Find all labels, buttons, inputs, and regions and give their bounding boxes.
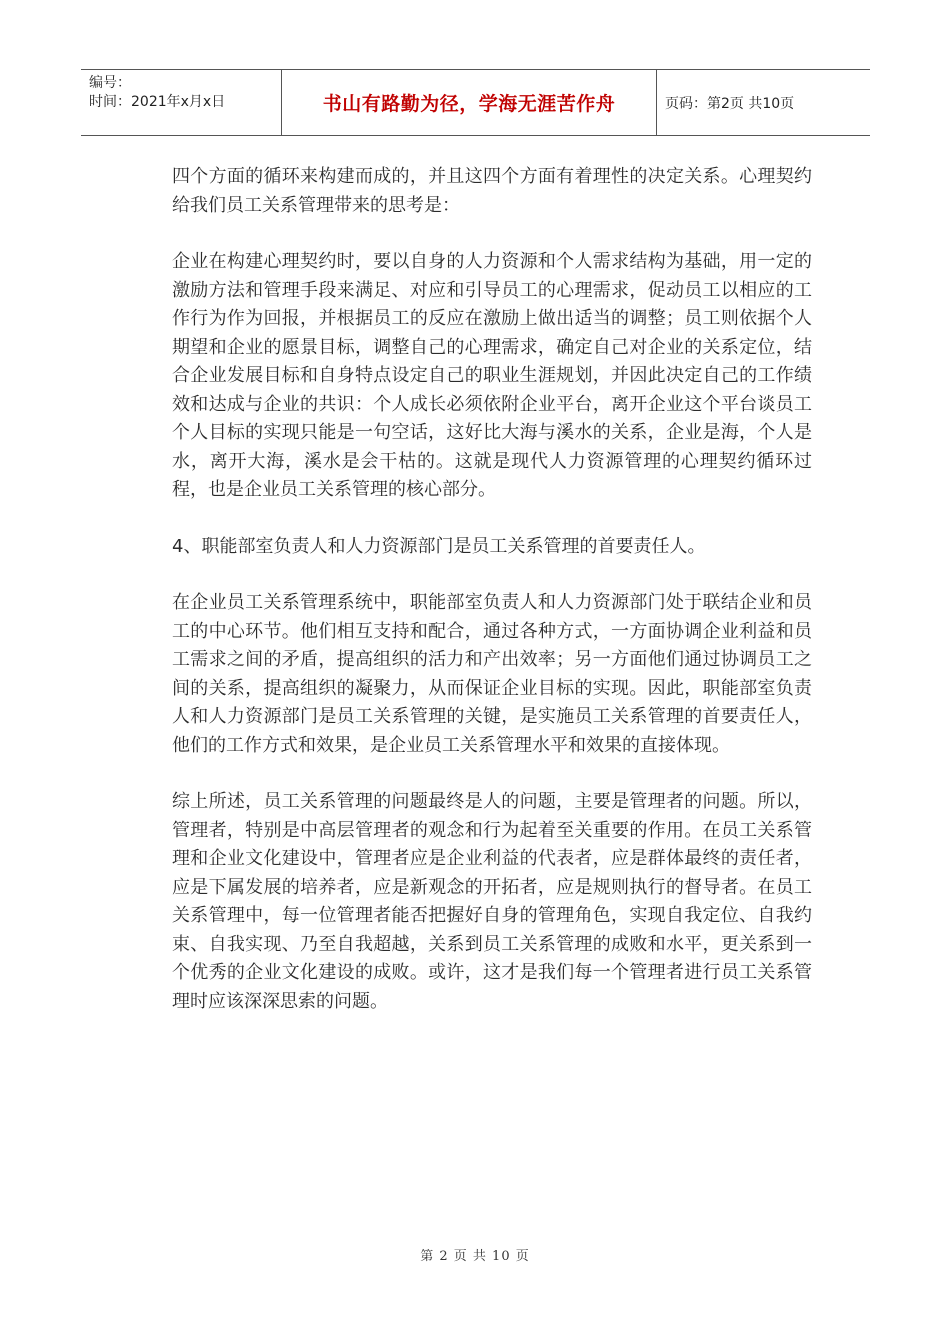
header-table — [81, 69, 870, 136]
page-footer: 第 2 页 共 10 页 — [420, 1249, 530, 1264]
paragraph-4: 综上所述，员工关系管理的问题最终是人的问题，主要是管理者的问题。所以，管理者，特别是中高层管理者的观念和行为起着至关重要的作用。在员工关系管理和企业文化建设中，管理者应是企业利益的代表者，应是群体最终的责任者，应是下属发展的培养者，应是新观念的开拓者，应是规则执行的督导者。在员工关系管理中，每一位管理者能否把握好自身的管理角色，实现自我定位、自我约束、自我实现、乃至自我超越，关系到员工关系管理的成败和水平，更关系到一个优秀的企业文化建设的成败。或许，这才是我们每一个管理者进行员工关系管理时应该深深思索的问题。 — [172, 791, 812, 1012]
paragraph-1: 四个方面的循环来构建而成的，并且这四个方面有着理性的决定关系。心理契约给我们员工关系管理带来的思考是： — [172, 166, 812, 216]
header-page-info: 页码：第2页 共10页 — [665, 95, 795, 112]
header-motto: 书山有路勤为径，学海无涯苦作舟 — [281, 70, 657, 135]
document-date-label: 时间：2021年x月x日 — [89, 94, 226, 110]
document-body — [172, 163, 812, 1044]
header-meta — [81, 70, 281, 135]
paragraph-2: 企业在构建心理契约时，要以自身的人力资源和个人需求结构为基础，用一定的激励方法和管理手段来满足、对应和引导员工的心理需求，促动员工以相应的工作行为作为回报，并根据员工的反应在激励上做出适当的调整；员工则依据个人期望和企业的愿景目标，调整自己的心理需求，确定自己对企业的关系定位，结合企业发展目标和自身特点设定自己的职业生涯规划，并因此决定自己的工作绩效和达成与企业的共识：个人成长必须依附企业平台，离开企业这个平台谈员工个人目标的实现只能是一句空话，这好比大海与溪水的关系，企业是海，个人是水，离开大海，溪水是会干枯的。这就是现代人力资源管理的心理契约循环过程，也是企业员工关系管理的核心部分。 — [172, 251, 812, 500]
section-heading-4: 4、职能部室负责人和人力资源部门是员工关系管理的首要责任人。 — [172, 535, 706, 557]
paragraph-3: 在企业员工关系管理系统中，职能部室负责人和人力资源部门处于联结企业和员工的中心环节。他们相互支持和配合，通过各种方式，一方面协调企业利益和员工需求之间的矛盾，提高组织的活力和产出效率；另一方面他们通过协调员工之间的关系，提高组织的凝聚力，从而保证企业目标的实现。因此，职能部室负责人和人力资源部门是员工关系管理的关键，是实施员工关系管理的首要责任人，他们的工作方式和效果，是企业员工关系管理水平和效果的直接体现。 — [172, 592, 812, 756]
document-number-label: 编号： — [89, 75, 131, 91]
